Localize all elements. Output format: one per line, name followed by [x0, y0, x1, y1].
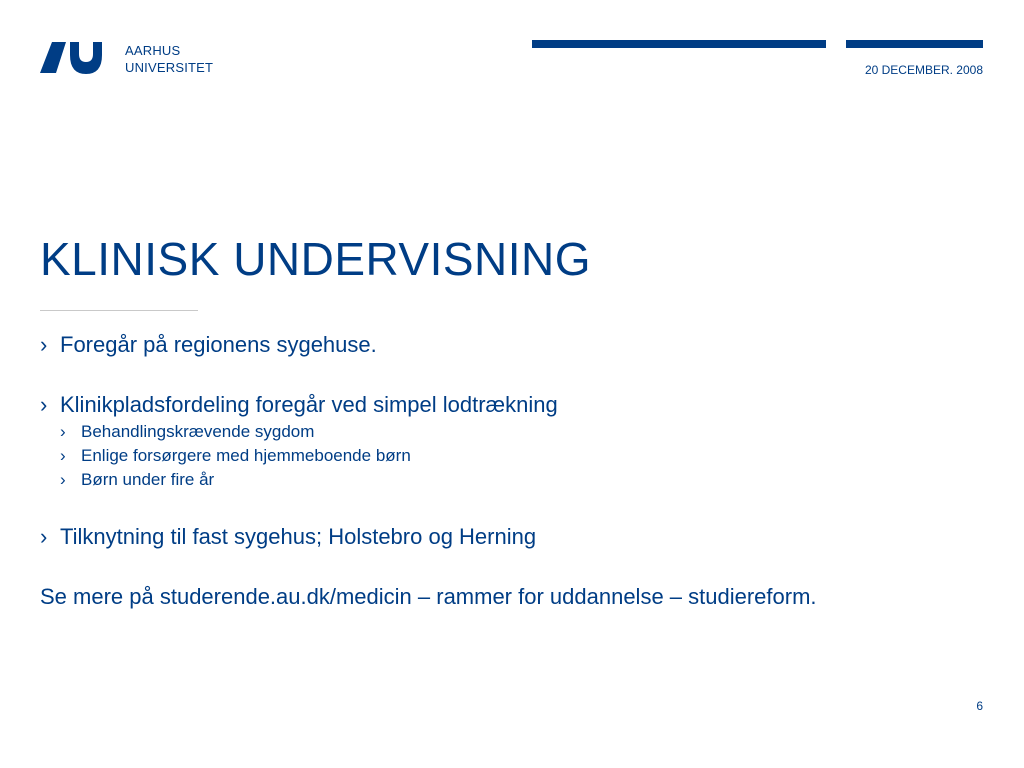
slide-date: 20 DECEMBER. 2008 [864, 63, 983, 77]
sub-bullet-item [40, 444, 1000, 468]
bullet-chevron-icon: › [60, 446, 66, 465]
bullet-text: Tilknytning til fast sygehus; Holstebro og Herning [60, 524, 537, 549]
header-bar-long [532, 40, 826, 48]
university-name [125, 42, 213, 76]
slide-title: KLINISK UNDERVISNING [40, 233, 592, 285]
bullet-chevron-icon: › [40, 392, 48, 417]
bullet-item [40, 522, 1000, 552]
title-divider [40, 310, 198, 311]
bullet-chevron-icon: › [40, 332, 48, 357]
bullet-text: Klinikpladsfordeling foregår ved simpel lodtrækning [60, 392, 558, 417]
bullet-chevron-icon: › [60, 422, 66, 441]
slide-body [40, 330, 1000, 612]
bullet-chevron-icon: › [40, 524, 48, 549]
sub-bullet-item [40, 420, 1000, 444]
logo-line-1: AARHUS [125, 43, 181, 58]
bullet-item [40, 330, 1000, 360]
bullet-chevron-icon: › [60, 470, 66, 489]
sub-bullet-text: Behandlingskrævende sygdom [81, 422, 315, 441]
bullet-text: Foregår på regionens sygehuse. [60, 332, 377, 357]
slide-note: Se mere på studerende.au.dk/medicin – rammer for uddannelse – studiereform. [40, 584, 817, 609]
sub-bullet-text: Enlige forsørgere med hjemmeboende børn [81, 446, 411, 465]
bullet-item [40, 390, 1000, 420]
header-bar-short [846, 40, 983, 48]
au-logo-icon [40, 40, 107, 74]
logo-line-2: UNIVERSITET [125, 60, 214, 75]
page-number: 6 [976, 699, 983, 713]
sub-bullet-item [40, 468, 1000, 492]
sub-bullet-text: Børn under fire år [81, 470, 215, 489]
